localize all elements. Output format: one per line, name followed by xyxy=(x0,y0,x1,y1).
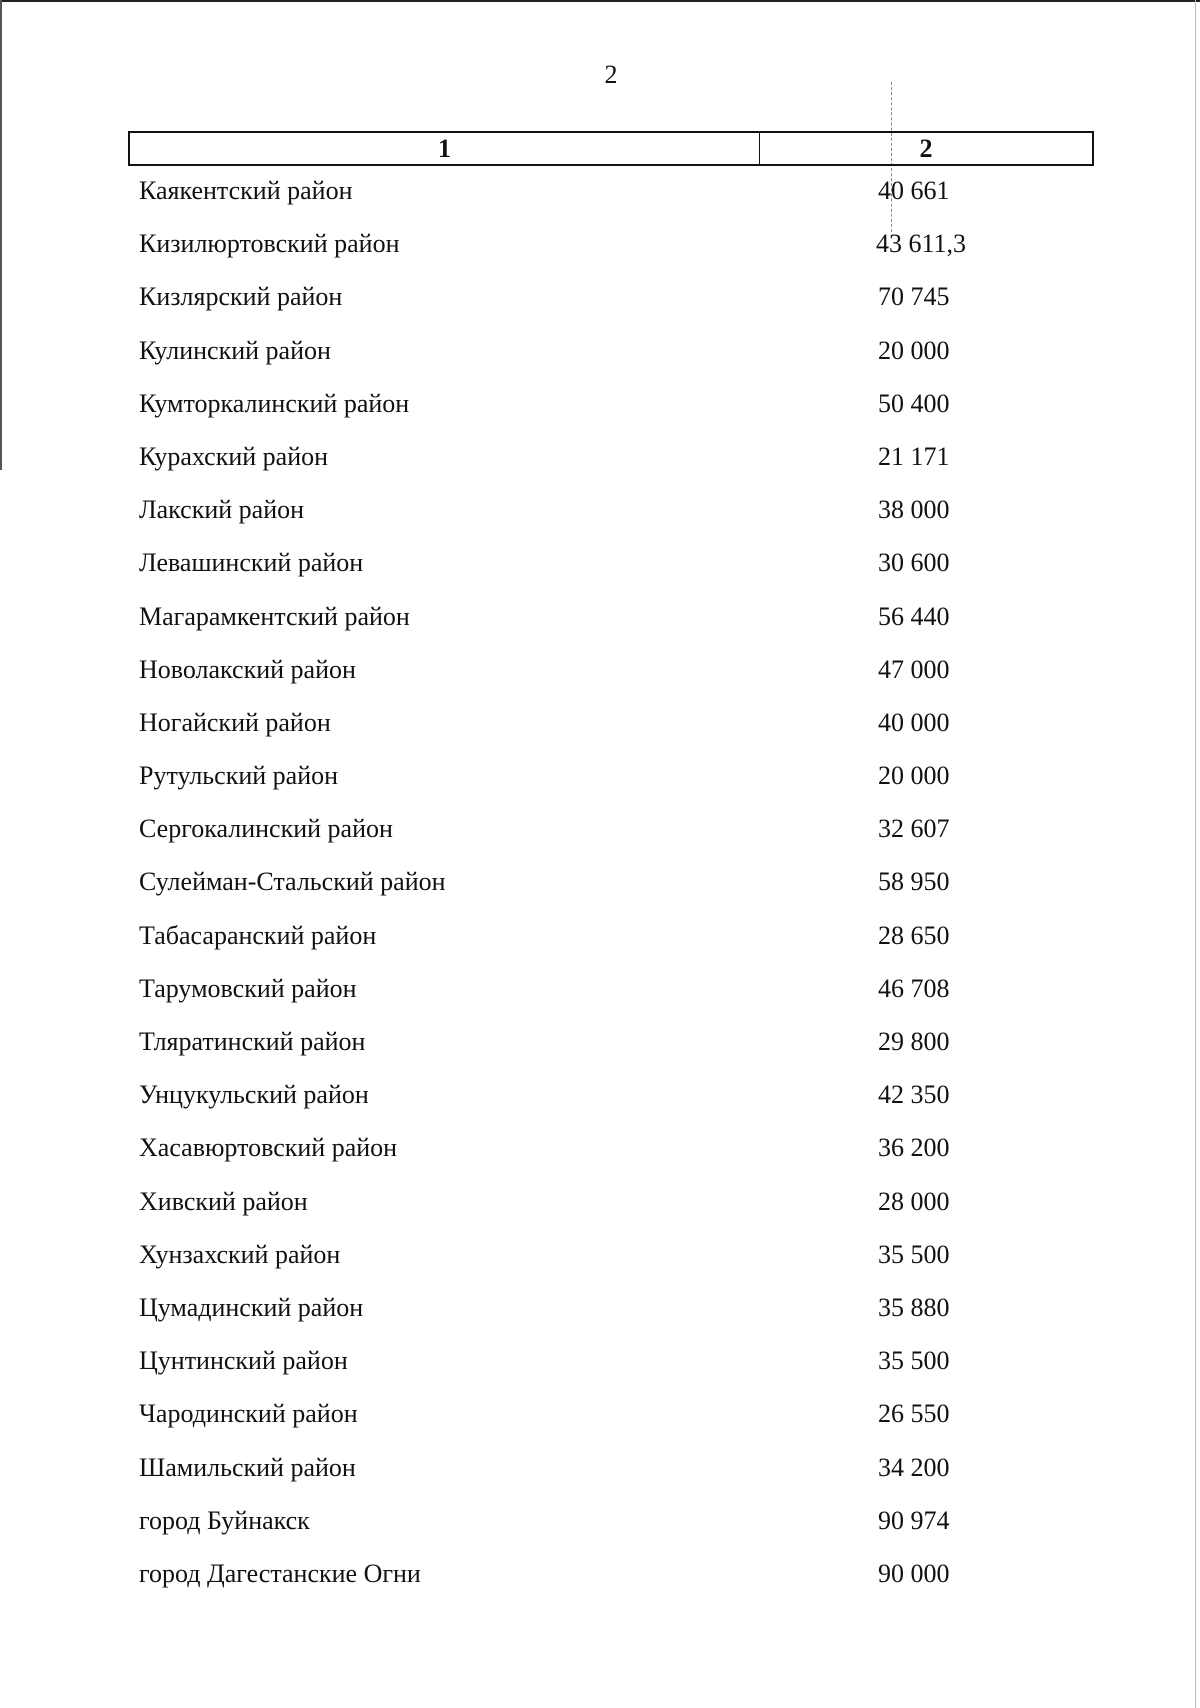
district-name: Шамильский район xyxy=(139,1452,356,1482)
district-name: Чародинский район xyxy=(139,1399,358,1429)
district-value: 35 500 xyxy=(878,1346,950,1376)
table-row xyxy=(0,1285,1200,1338)
table-row xyxy=(0,966,1200,1019)
district-value: 43 611,3 xyxy=(876,229,967,259)
table-row xyxy=(0,1232,1200,1285)
district-name: Цумадинский район xyxy=(139,1292,364,1322)
district-name: Хунзахский район xyxy=(139,1239,341,1269)
district-name: Курахский район xyxy=(139,441,329,471)
table-body xyxy=(0,168,1200,1604)
district-value: 35 500 xyxy=(878,1239,950,1269)
table-row xyxy=(0,1072,1200,1125)
table-row xyxy=(0,381,1200,434)
district-name: Кизилюртовский район xyxy=(139,229,400,259)
district-name: город Дагестанские Огни xyxy=(139,1558,421,1588)
table-row xyxy=(0,274,1200,327)
district-value: 35 880 xyxy=(878,1292,950,1322)
table-row xyxy=(0,753,1200,806)
district-name: Хивский район xyxy=(139,1186,308,1216)
district-value: 58 950 xyxy=(878,867,950,897)
district-value: 70 745 xyxy=(878,282,950,312)
district-value: 32 607 xyxy=(878,814,950,844)
scan-edge-top xyxy=(0,0,1200,2)
district-name: Цунтинский район xyxy=(139,1346,348,1376)
district-name: Сулейман-Стальский район xyxy=(139,867,446,897)
table-row xyxy=(0,859,1200,912)
district-name: Унцукульский район xyxy=(139,1080,369,1110)
district-name: Сергокалинский район xyxy=(139,814,393,844)
table-header-col-2: 2 xyxy=(919,133,933,163)
district-name: Ногайский район xyxy=(139,707,331,737)
table-row xyxy=(0,913,1200,966)
district-value: 90 000 xyxy=(878,1558,950,1588)
district-value: 30 600 xyxy=(878,548,950,578)
table-row xyxy=(0,1551,1200,1604)
table-row xyxy=(0,1338,1200,1391)
district-value: 42 350 xyxy=(878,1080,950,1110)
district-value: 28 650 xyxy=(878,920,950,950)
district-value: 34 200 xyxy=(878,1452,950,1482)
district-name: Новолакский район xyxy=(139,654,356,684)
district-value: 21 171 xyxy=(878,441,950,471)
district-name: Табасаранский район xyxy=(139,920,377,950)
table-row xyxy=(0,647,1200,700)
table-row xyxy=(0,1391,1200,1444)
district-value: 20 000 xyxy=(878,761,950,791)
table-header xyxy=(128,131,1094,166)
table-row xyxy=(0,487,1200,540)
district-value: 28 000 xyxy=(878,1186,950,1216)
district-name: Рутульский район xyxy=(139,761,339,791)
district-name: Каякентский район xyxy=(139,176,353,205)
district-value: 36 200 xyxy=(878,1133,950,1163)
table-row xyxy=(0,1498,1200,1551)
district-value: 46 708 xyxy=(878,973,950,1003)
district-value: 40 661 xyxy=(878,176,950,205)
district-name: Левашинский район xyxy=(139,548,364,578)
district-name: Магарамкентский район xyxy=(139,601,410,631)
district-value: 20 000 xyxy=(878,335,950,365)
district-name: Тарумовский район xyxy=(139,973,357,1003)
district-value: 40 000 xyxy=(878,707,950,737)
table-row xyxy=(0,434,1200,487)
district-value: 29 800 xyxy=(878,1027,950,1056)
district-name: Хасавюртовский район xyxy=(139,1133,398,1163)
district-value: 47 000 xyxy=(878,654,950,684)
district-name: Лакский район xyxy=(139,495,305,525)
table-row xyxy=(0,1125,1200,1178)
district-value: 38 000 xyxy=(878,495,950,525)
district-name: Тляратинский район xyxy=(139,1027,366,1056)
page-number: 2 xyxy=(604,60,618,89)
district-name: Кумторкалинский район xyxy=(139,388,410,418)
district-name: город Буйнакск xyxy=(139,1505,310,1535)
table-header-col-1: 1 xyxy=(130,133,760,164)
district-value: 50 400 xyxy=(878,388,950,418)
table-row xyxy=(0,221,1200,274)
table-row xyxy=(0,1445,1200,1498)
table-row xyxy=(0,168,1200,221)
district-value: 90 974 xyxy=(878,1505,950,1535)
district-value: 26 550 xyxy=(878,1399,950,1429)
table-row xyxy=(0,594,1200,647)
table-row xyxy=(0,328,1200,381)
table-row xyxy=(0,1019,1200,1072)
table-row xyxy=(0,1179,1200,1232)
table-row xyxy=(0,540,1200,593)
table-row xyxy=(0,806,1200,859)
district-name: Кизлярский район xyxy=(139,282,343,312)
district-value: 56 440 xyxy=(878,601,950,631)
table-row xyxy=(0,700,1200,753)
district-name: Кулинский район xyxy=(139,335,331,365)
